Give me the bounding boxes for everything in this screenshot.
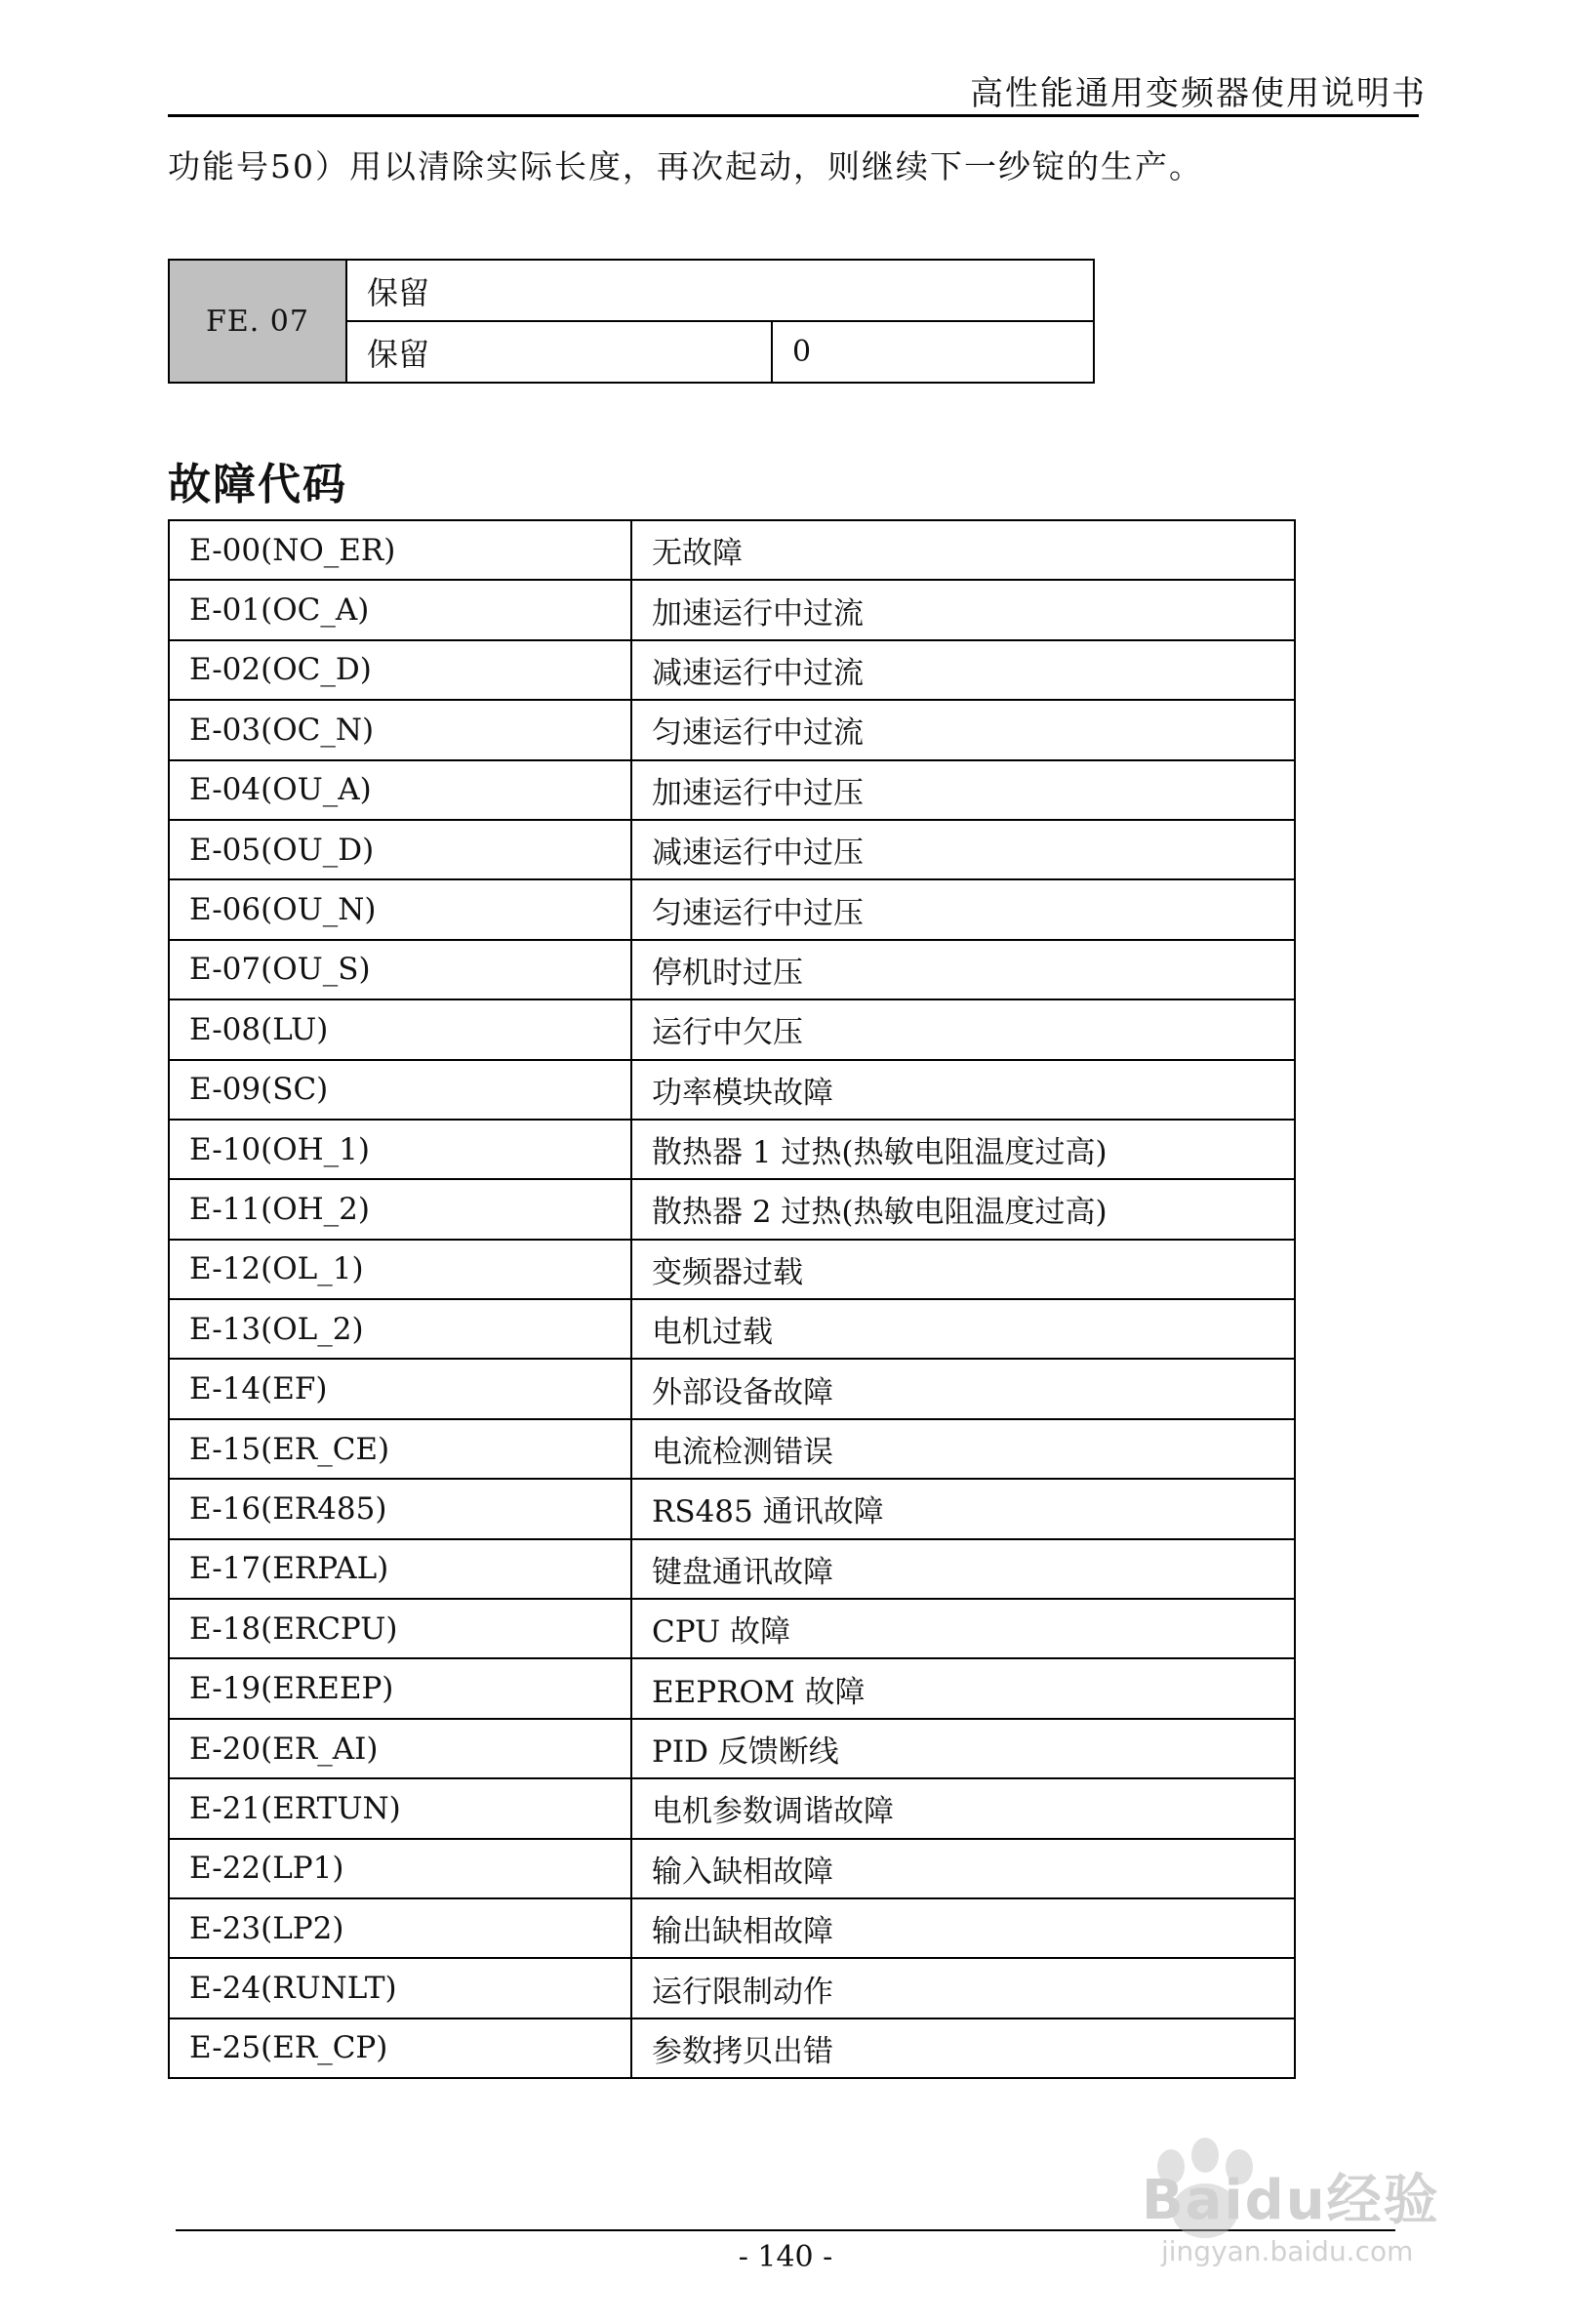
page-number: - 140 -	[738, 2240, 833, 2274]
table-row	[169, 1419, 1295, 1479]
fault-description: RS485 通讯故障	[631, 1479, 1295, 1538]
fault-code: E-19(EREEP)	[169, 1658, 631, 1718]
table-row	[169, 1719, 1295, 1778]
table-row	[169, 879, 1295, 939]
fault-code: E-23(LP2)	[169, 1898, 631, 1958]
baidu-watermark	[1132, 2138, 1503, 2284]
table-row	[169, 1539, 1295, 1599]
fault-code: E-21(ERTUN)	[169, 1778, 631, 1838]
fault-description: 停机时过压	[631, 940, 1295, 999]
fault-code: E-13(OL_2)	[169, 1299, 631, 1359]
fault-code: E-22(LP1)	[169, 1839, 631, 1898]
fault-code: E-16(ER485)	[169, 1479, 631, 1538]
table-row	[169, 1839, 1295, 1898]
fault-code: E-11(OH_2)	[169, 1179, 631, 1239]
fault-code: E-02(OC_D)	[169, 640, 631, 700]
parameter-code: FE. 07	[170, 261, 347, 382]
fault-description: EEPROM 故障	[631, 1658, 1295, 1718]
intro-paragraph: 功能号50）用以清除实际长度，再次起动，则继续下一纱锭的生产。	[168, 147, 1203, 185]
fault-code-table	[168, 519, 1296, 2079]
fault-description: PID 反馈断线	[631, 1719, 1295, 1778]
fault-description: 匀速运行中过流	[631, 700, 1295, 759]
parameter-box	[168, 259, 1095, 384]
fault-code: E-03(OC_N)	[169, 700, 631, 759]
fault-description: 变频器过载	[631, 1240, 1295, 1299]
watermark-text: Baidu经验	[1142, 2169, 1440, 2232]
fault-description: 无故障	[631, 520, 1295, 580]
fault-code: E-20(ER_AI)	[169, 1719, 631, 1778]
fault-code: E-17(ERPAL)	[169, 1539, 631, 1599]
fault-code: E-01(OC_A)	[169, 580, 631, 639]
fault-code: E-14(EF)	[169, 1359, 631, 1418]
fault-description: 散热器 2 过热(热敏电阻温度过高)	[631, 1179, 1295, 1239]
fault-code: E-00(NO_ER)	[169, 520, 631, 580]
table-row	[169, 1658, 1295, 1718]
fault-code: E-10(OH_1)	[169, 1120, 631, 1179]
fault-code: E-09(SC)	[169, 1060, 631, 1120]
header-divider	[168, 114, 1419, 117]
table-row	[169, 520, 1295, 580]
table-row	[169, 1359, 1295, 1418]
fault-description: 减速运行中过压	[631, 820, 1295, 879]
table-row	[169, 640, 1295, 700]
table-row	[169, 760, 1295, 820]
fault-description: 键盘通讯故障	[631, 1539, 1295, 1599]
table-row	[169, 820, 1295, 879]
parameter-default-value: 0	[792, 335, 812, 369]
table-row	[169, 1898, 1295, 1958]
table-row	[169, 1120, 1295, 1179]
fault-code: E-24(RUNLT)	[169, 1958, 631, 2018]
fault-description: 电机过载	[631, 1299, 1295, 1359]
fault-description: 加速运行中过压	[631, 760, 1295, 820]
fault-code: E-12(OL_1)	[169, 1240, 631, 1299]
fault-code: E-06(OU_N)	[169, 879, 631, 939]
table-row	[169, 1958, 1295, 2018]
fault-description: 电流检测错误	[631, 1419, 1295, 1479]
fault-code: E-07(OU_S)	[169, 940, 631, 999]
fault-description: 输出缺相故障	[631, 1898, 1295, 1958]
table-row	[169, 1299, 1295, 1359]
fault-description: 电机参数调谐故障	[631, 1778, 1295, 1838]
parameter-name: 保留	[347, 261, 1093, 322]
document-header-title: 高性能通用变频器使用说明书	[970, 74, 1427, 113]
table-row	[169, 1060, 1295, 1120]
table-row	[169, 1778, 1295, 1838]
fault-code: E-08(LU)	[169, 999, 631, 1059]
fault-description: 匀速运行中过压	[631, 879, 1295, 939]
table-row	[169, 1479, 1295, 1538]
fault-description: 减速运行中过流	[631, 640, 1295, 700]
table-row	[169, 2018, 1295, 2078]
parameter-setting-name: 保留	[347, 322, 773, 382]
fault-code: E-04(OU_A)	[169, 760, 631, 820]
fault-description: 外部设备故障	[631, 1359, 1295, 1418]
section-title: 故障代码	[168, 460, 347, 510]
watermark-url: jingyan.baidu.com	[1161, 2235, 1414, 2267]
table-row	[169, 1599, 1295, 1658]
table-row	[169, 940, 1295, 999]
fault-description: 输入缺相故障	[631, 1839, 1295, 1898]
table-row	[169, 1179, 1295, 1239]
table-row	[169, 580, 1295, 639]
fault-description: 参数拷贝出错	[631, 2018, 1295, 2078]
fault-code: E-18(ERCPU)	[169, 1599, 631, 1658]
table-row	[169, 999, 1295, 1059]
fault-description: 运行中欠压	[631, 999, 1295, 1059]
table-row	[169, 700, 1295, 759]
fault-code: E-05(OU_D)	[169, 820, 631, 879]
fault-description: 功率模块故障	[631, 1060, 1295, 1120]
fault-description: CPU 故障	[631, 1599, 1295, 1658]
fault-code: E-25(ER_CP)	[169, 2018, 631, 2078]
fault-description: 运行限制动作	[631, 1958, 1295, 2018]
fault-description: 散热器 1 过热(热敏电阻温度过高)	[631, 1120, 1295, 1179]
fault-code: E-15(ER_CE)	[169, 1419, 631, 1479]
fault-description: 加速运行中过流	[631, 580, 1295, 639]
table-row	[169, 1240, 1295, 1299]
